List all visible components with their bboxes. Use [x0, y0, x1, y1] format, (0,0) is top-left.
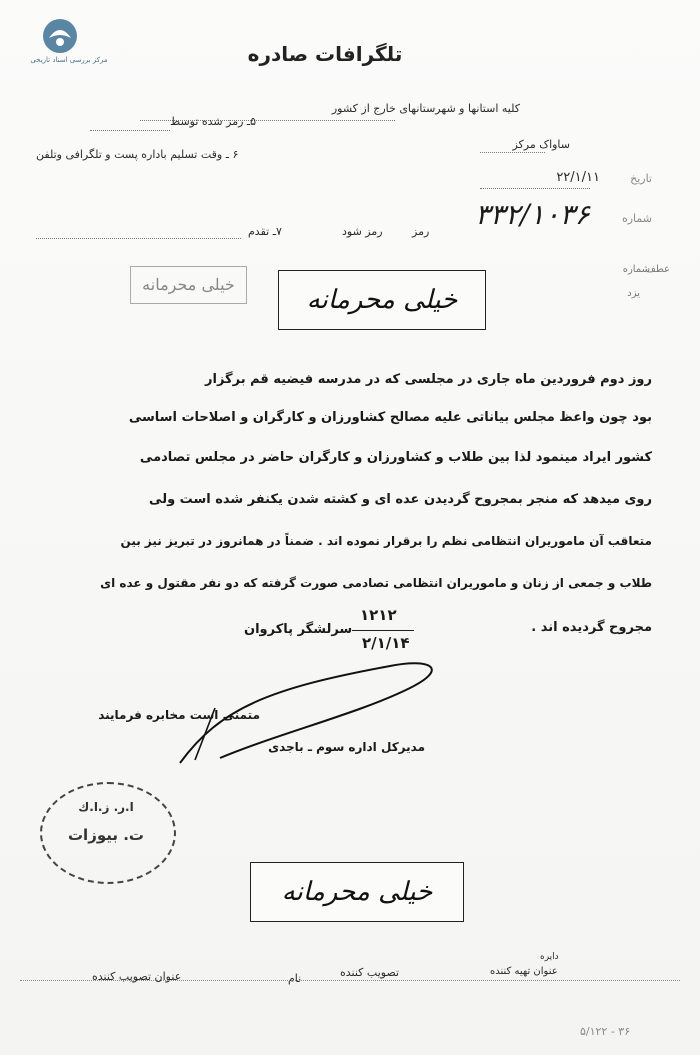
footer-name: نام	[288, 972, 302, 985]
reference-number: ۵/۱۲۲ - ۳۶	[580, 1025, 631, 1038]
coded-by-dotline	[90, 130, 170, 131]
watermark-text: مرکز بررسی اسناد تاریخی	[30, 56, 108, 64]
date-value: ۲۲/۱/۱۱	[556, 170, 600, 185]
closing-line: متمنی است مخابره فرمایند	[98, 708, 260, 722]
body-line-6: طلاب و جمعی از زنان و ماموریران انتظامی تصادمی صورت گرفته که دو نفر مقتول و عده ای	[100, 576, 652, 590]
footer-department: دایره	[540, 952, 559, 962]
seal-line-2: ت. بیوزات	[67, 826, 144, 844]
recipient-field: کلیه استانها و شهرستانهای خارج از کشور	[331, 102, 520, 115]
body-line-3: کشور ایراد مینمود لذا بین طلاب و کشاورزان و کارگران حاضر در مجلس تصادمی	[139, 450, 652, 465]
number-value: ۳۳۲/۱۰۳۶	[475, 198, 590, 231]
delivery-field: ۶ ـ وقت تسلیم باداره پست و تلگرافی وتلفن	[36, 148, 239, 161]
body-line-2: بود چون واعظ مجلس بیاناتی علیه مصالح کشاورزان و کارگران و اصلاحات اساسی	[128, 410, 652, 425]
classification-stamp-bottom: خیلی محرمانه	[250, 862, 464, 922]
date-label: تاریخ	[630, 172, 652, 185]
footer-title-approver: عنوان تصویب کننده	[92, 970, 182, 983]
footer-approver: تصویب کننده	[340, 966, 400, 979]
body-line-1: روز دوم فروردین ماه جاری در مجلسی که در مدرسه فیضیه قم برگزار	[205, 372, 652, 387]
side-label-c: یزد	[627, 288, 640, 299]
faint-classification-stamp: خیلی محرمانه	[130, 266, 247, 304]
sender-field: ساواک مرکز	[512, 138, 570, 151]
side-label-a: شماره	[622, 264, 650, 275]
priority-dotline	[36, 238, 241, 239]
number-label: شماره	[621, 212, 652, 225]
body-line-4: روی میدهد که منجر بمجروح گردیدن عده ای و کشته شدن یکنفر شده است ولی	[149, 492, 652, 507]
footer-title-prepared: عنوان تهیه کننده	[490, 966, 558, 977]
date-dotline	[480, 188, 590, 189]
distribution-recipient: سرلشگر پاکروان	[244, 622, 353, 637]
footer-dotline	[20, 980, 680, 981]
side-label-b: عطف	[645, 264, 670, 275]
coded-by-field: ۵ـ رمز شده توسط	[170, 115, 257, 128]
coded-label: رمز	[412, 225, 430, 238]
distribution-numerator: ۱۲۱۲	[360, 606, 397, 624]
coded-field: رمز شود	[342, 225, 383, 238]
sender-dotline	[480, 152, 545, 153]
seal-line-1: ا.ر. ز.ا.ك	[78, 800, 134, 814]
body-line-5: متعاقب آن ماموریران انتظامی نظم را برقرار نموده اند . ضمناً در همانروز در تبریز نیز بین	[120, 534, 652, 548]
fraction-bar	[352, 630, 414, 631]
document-title: تلگرافات صادره	[247, 42, 403, 66]
body-line-7: مجروح گردیده اند .	[531, 620, 652, 635]
archive-logo-icon	[40, 16, 80, 56]
signature-line: مدیرکل اداره سوم ـ باجدی	[268, 740, 425, 754]
distribution-denominator: ۲/۱/۱۴	[362, 634, 410, 652]
classification-stamp-top: خیلی محرمانه	[278, 270, 486, 330]
priority-field: ۷ـ تقدم	[248, 225, 282, 238]
